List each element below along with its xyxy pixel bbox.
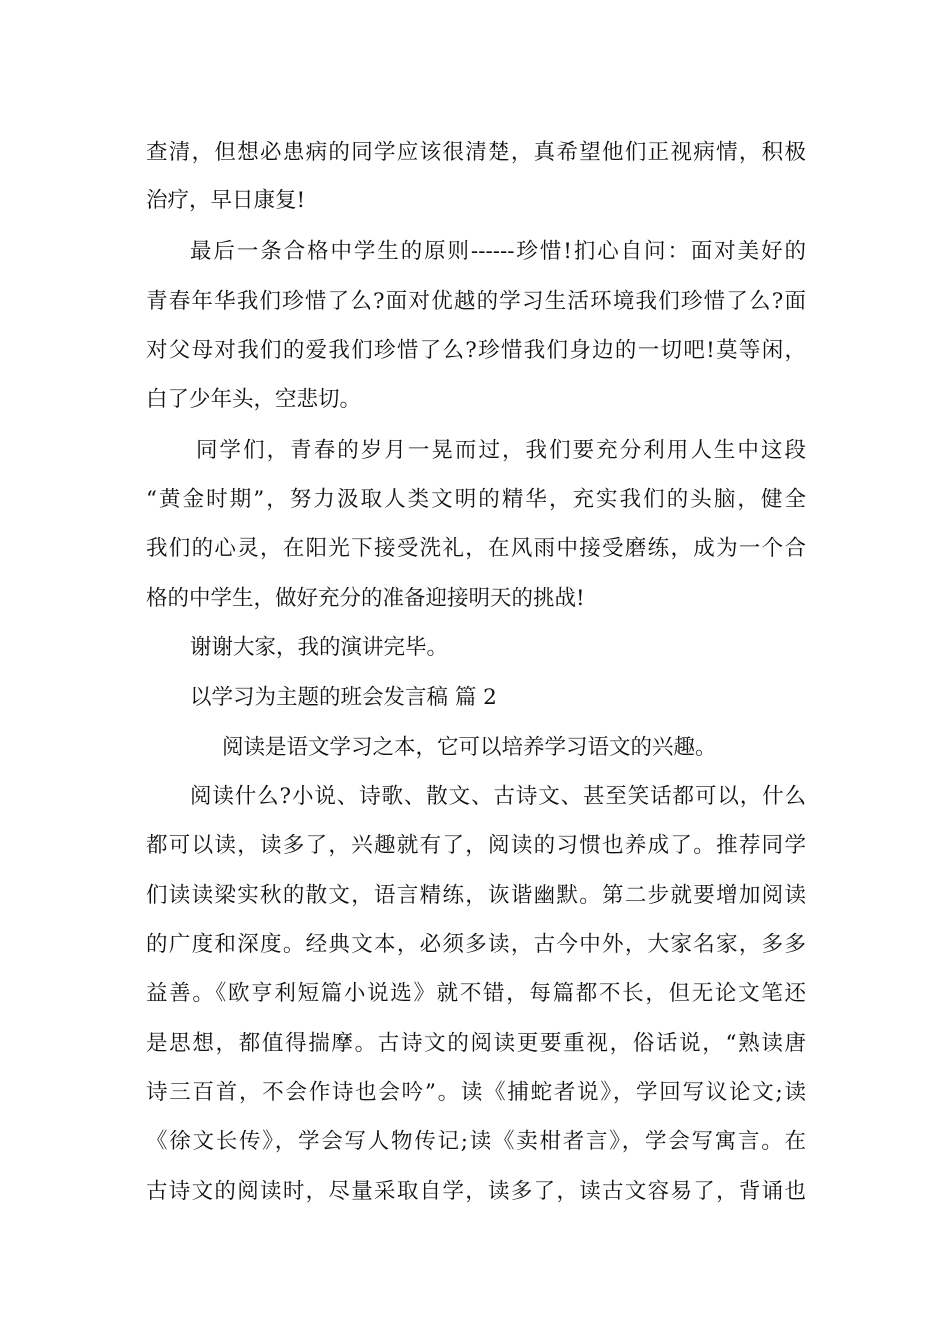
text-line: 阅读是语文学习之本，它可以培养学习语文的兴趣。 <box>222 735 717 760</box>
text-line: 对父母对我们的爱我们珍惜了么?珍惜我们身边的一切吧!莫等闲， <box>146 338 806 363</box>
text-line: 同学们，青春的岁月一晃而过，我们要充分利用人生中这段 <box>196 438 806 463</box>
text-line: 都可以读，读多了，兴趣就有了，阅读的习惯也养成了。推荐同学 <box>146 833 806 858</box>
text-line: 治疗，早日康复! <box>146 188 306 213</box>
text-line: 的广度和深度。经典文本，必须多读，古今中外，大家名家，多多 <box>146 932 806 957</box>
text-line: 阅读什么?小说、诗歌、散文、古诗文、甚至笑话都可以，什么 <box>190 784 806 809</box>
text-line: 益善。《欧亨利短篇小说选》就不错，每篇都不长，但无论文笔还 <box>146 981 806 1006</box>
text-line: 古诗文的阅读时，尽量采取自学，读多了，读古文容易了，背诵也 <box>146 1179 806 1204</box>
text-line: 我们的心灵，在阳光下接受洗礼，在风雨中接受磨练，成为一个合 <box>146 536 806 561</box>
text-line: 白了少年头，空悲切。 <box>146 387 362 412</box>
text-line: 最后一条合格中学生的原则------珍惜!扪心自问：面对美好的 <box>190 239 806 264</box>
text-line: 诗三百首，不会作诗也会吟”。读《捕蛇者说》，学回写议论文;读 <box>146 1080 806 1105</box>
text-line: 们读读梁实秋的散文，语言精练，诙谐幽默。第二步就要增加阅读 <box>146 883 806 908</box>
text-line: 查清，但想必患病的同学应该很清楚，真希望他们正视病情，积极 <box>146 140 806 165</box>
text-line: “黄金时期”，努力汲取人类文明的精华，充实我们的头脑，健全 <box>146 487 806 512</box>
text-line: 格的中学生，做好充分的准备迎接明天的挑战! <box>146 586 585 611</box>
text-line: 《徐文长传》，学会写人物传记;读《卖柑者言》，学会写寓言。在 <box>146 1129 806 1154</box>
text-line: 青春年华我们珍惜了么?面对优越的学习生活环境我们珍惜了么?面 <box>146 289 806 314</box>
section-heading: 以学习为主题的班会发言稿 篇 2 <box>190 685 497 710</box>
text-line: 是思想，都值得揣摩。古诗文的阅读更要重视，俗话说，“熟读唐 <box>146 1031 806 1056</box>
closing-line: 谢谢大家，我的演讲完毕。 <box>190 635 449 660</box>
